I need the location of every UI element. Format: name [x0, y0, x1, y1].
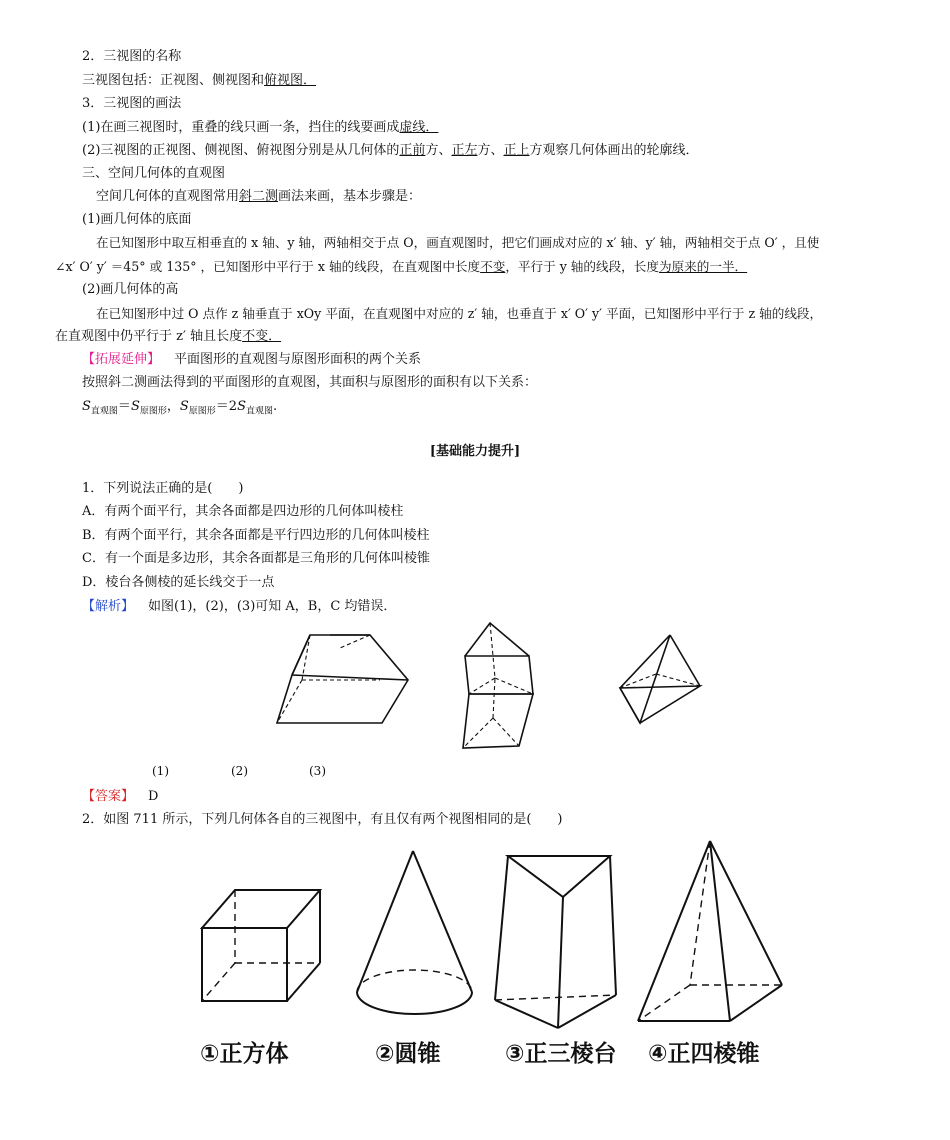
answer-value: D: [148, 789, 159, 804]
solid-label-cone: ②圆锥: [375, 1041, 441, 1067]
q1-analysis: [82, 598, 396, 616]
step-1-l2-a: ∠x′ O′ y′ ＝45° 或 135° ，已知图形中平行于 x 轴的线段，在直观图中长度: [55, 259, 481, 274]
section-3-title: 3．三视图的画法: [82, 96, 182, 111]
step-1-line-1: 在已知图形中取互相垂直的 x 轴、y 轴，两轴相交于点 O，画直观图时，把它们画成对应的 x′ 轴、y′ 轴，两轴相交于点 O′ ，且使: [96, 235, 820, 250]
oblique-intro: [96, 188, 421, 206]
three-views-text: 三视图包括：正视图、侧视图和: [82, 73, 265, 88]
three-views-underlined: 俯视图．: [264, 73, 317, 88]
rule-2-a: (2)三视图的正视图、侧视图、俯视图分别是从几何体的: [82, 143, 400, 158]
q1-stem: 1．下列说法正确的是( ): [82, 481, 244, 496]
q1-figure-3: [612, 630, 707, 730]
step-1-line-2: [55, 258, 747, 276]
oblique-intro-underlined: 斜二测: [239, 189, 279, 204]
section-2-title: 2．三视图的名称: [82, 49, 182, 64]
rule-2-c: 方、: [477, 143, 504, 158]
area-symbol-1: S: [82, 399, 91, 414]
section-title: [基础能力提升]: [429, 444, 521, 459]
oblique-section-title: 三、空间几何体的直观图: [82, 166, 226, 181]
step-2-line-1: 在已知图形中过 O 点作 z 轴垂直于 xOy 平面，在直观图中对应的 z′ 轴，也垂直于 x′ O′ y′ 平面，已知图形中平行于 z 轴的线段，: [96, 306, 823, 321]
rule-2-u2: 正左: [451, 143, 478, 158]
drawing-rule-1-underlined: 虚线．: [399, 120, 439, 135]
q1-option-c: C．有一个面是多边形，其余各面都是三角形的几何体叫棱锥: [82, 551, 430, 566]
area-sub-1: 直观图: [90, 406, 118, 417]
answer-tag: 【答案】: [82, 789, 135, 804]
solid-label-pyramid: ④正四棱锥: [648, 1041, 760, 1067]
area-formula: [82, 398, 277, 421]
step-2-line-2: [55, 328, 281, 346]
area-symbol-4: S: [237, 399, 246, 414]
analysis-tag: 【解析】: [82, 599, 135, 614]
step-2-title: (2)画几何体的高: [82, 282, 179, 297]
step-1-l2-u2: 为原来的一半．: [658, 259, 748, 274]
three-views-line: [82, 72, 316, 90]
rule-2-d: 方观察几何体画出的轮廓线．: [529, 143, 699, 158]
drawing-rule-1-text: (1)在画三视图时，重叠的线只画一条，挡住的线要画成: [82, 120, 400, 135]
area-end: .: [273, 399, 278, 414]
oblique-intro-pre: 空间几何体的直观图常用: [96, 189, 240, 204]
extension-title: 平面图形的直观图与原图形面积的两个关系: [174, 352, 422, 367]
q2-stem: 2．如图 711 所示，下列几何体各自的三视图中，有且仅有两个视图相同的是( ): [82, 812, 563, 827]
area-sub-4: 直观图: [245, 406, 273, 417]
area-symbol-3: S: [179, 399, 189, 414]
figure-label-2: (2): [231, 764, 248, 778]
step-1-l2-u1: 不变: [480, 259, 506, 274]
step-1-l2-b: ，平行于 y 轴的线段，长度: [505, 259, 659, 274]
q1-option-a: A．有两个面平行，其余各面都是四边形的几何体叫棱柱: [82, 504, 404, 519]
area-eq-1: ＝: [117, 399, 131, 414]
area-symbol-2: S: [130, 399, 140, 414]
q1-option-d: D．棱台各侧棱的延长线交于一点: [82, 575, 275, 590]
area-eq-2: ＝2: [215, 399, 238, 414]
oblique-intro-post: 画法来画，基本步骤是：: [278, 189, 422, 204]
solid-label-frustum: ③正三棱台: [505, 1041, 617, 1067]
cube-figure: [195, 880, 330, 1005]
extension-line-1: 按照斜二测画法得到的平面图形的直观图，其面积与原图形的面积有以下关系：: [82, 375, 538, 390]
drawing-rule-1: [82, 119, 438, 137]
figure-label-1: (1): [152, 764, 169, 778]
analysis-text: 如图(1)，(2)，(3)可知 A，B，C 均错误．: [148, 599, 397, 614]
extension-tag: 【拓展延伸】: [82, 352, 161, 367]
solid-label-cube: ①正方体: [200, 1041, 289, 1067]
step-2-l2-underlined: 不变．: [242, 329, 282, 344]
q1-option-b: B．有两个面平行，其余各面都是平行四边形的几何体叫棱柱: [82, 528, 430, 543]
area-sep: ，: [166, 399, 180, 414]
step-1-title: (1)画几何体的底面: [82, 212, 192, 227]
rule-2-u1: 正前: [399, 143, 426, 158]
cone-figure: [350, 845, 480, 1030]
extension-heading: [82, 351, 421, 369]
pyramid-figure: [630, 835, 790, 1030]
rule-2-b: 方、: [425, 143, 452, 158]
area-sub-3: 原图形: [188, 406, 216, 417]
drawing-rule-2: [82, 142, 699, 160]
q1-figure-1: [270, 628, 420, 733]
frustum-figure: [488, 850, 623, 1032]
q1-answer: [82, 788, 158, 806]
figure-label-3: (3): [309, 764, 326, 778]
area-sub-2: 原图形: [139, 406, 167, 417]
q1-figure-2: [455, 618, 545, 756]
step-2-l2-pre: 在直观图中仍平行于 z′ 轴且长度: [55, 329, 243, 344]
rule-2-u3: 正上: [503, 143, 530, 158]
